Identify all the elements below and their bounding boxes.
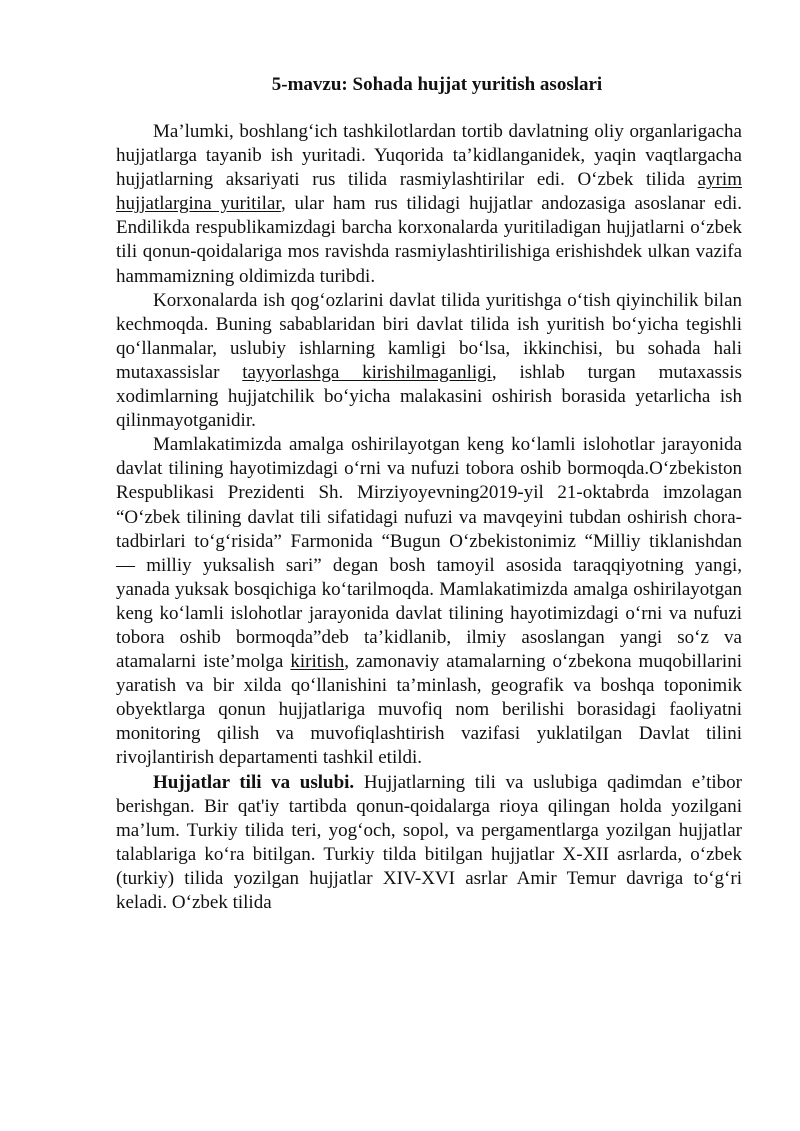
underlined-phrase-2: tayyorlashga kirishilmaganligi (242, 361, 492, 383)
document-title: 5-mavzu: Sohada hujjat yuritish asoslari (271, 74, 603, 95)
underlined-phrase-3: kiritish (290, 651, 345, 673)
paragraph-4-text-a: Hujjatlarning tili va uslubiga qadimdan e’tibor berishgan. Bir qat'iy tartibda qonun-qoidalarga rioya qilingan holda yozilgani ma’lum. Turkiy tilida teri, yog‘och, sopol, va pergamentlarga yozilgan hujjatlar talablariga ko‘ra bitilgan. Turkiy tilda bitilgan hujjatlar X-XII asrlarda, o‘zbek (turkiy) tilida yozilgan hujjatlar XIV-XVI asrlar Amir Temur davriga to‘g‘ri keladi. O‘zbek tilida (116, 771, 742, 913)
paragraph-1 (116, 120, 742, 289)
paragraph-2 (116, 289, 742, 434)
section-heading-inline: Hujjatlar tili va uslubi. (153, 771, 355, 793)
paragraph-1-text-a: Ma’lumki, boshlang‘ich tashkilotlardan tortib davlatning oliy organlarigacha hujjatlarga tayanib ish yuritadi. Yuqorida ta’kidlanganidek, yaqin vaqtlargacha hujjatlarning aksariyati rus tilida rasmiylashtirilar edi. O‘zbek tilida (116, 121, 742, 191)
paragraph-2-text-a: Korxonalarda ish qog‘ozlarini davlat tilida yuritishga o‘tish qiyinchilik bilan kechmoqda. Buning sabablaridan biri davlat tilida ish yuritish bo‘yicha tegishli qo‘llanmalar, uslubiy ishlarning kamligi bo‘lsa, ikkinchisi, bu sohada hali mutaxassislar (116, 289, 742, 383)
paragraph-4 (116, 771, 742, 916)
paragraph-2-text-b: , ishlab turgan mutaxassis xodimlarning hujjatchilik bo‘yicha malakasini oshirish borasida yetarlicha ish qilinmayotganidir. (116, 361, 742, 432)
paragraph-1-text-b: , ular ham rus tilidagi hujjatlar andozasiga asoslanar edi. Endilikda respublikamizdagi barcha korxonalarda yuritiladigan hujjatlarni o‘zbek tili qonun-qoidalariga mos ravishda rasmiylashtirilishiga erishishdek ulkan vazifa hammamizning oldimizda turibdi. (116, 193, 742, 287)
paragraph-3-text-b: , zamonaviy atamalarning o‘zbekona muqobillarini yaratish va bir xilda qo‘llanishini ta’minlash, geografik va boshqa toponimik obyektlarga qonun hujjatlariga muvofiq nom berilishi borasidagi faoliyatni monitoring qilish va muvofiqlashtirish vazifasi yuklatilgan Davlat tilini rivojlantirish departamenti tashkil etildi. (116, 651, 742, 769)
paragraph-3 (116, 433, 742, 770)
paragraph-3-text-a: Mamlakatimizda amalga oshirilayotgan keng ko‘lamli islohotlar jarayonida davlat tilining hayotimizdagi o‘rni va nufuzi tobora oshib bormoqda.O‘zbekiston Respublikasi Prezidenti Sh. Mirziyoyevning2019-yil 21-oktabrda imzolagan “O‘zbek tilining davlat tili sifatidagi nufuzi va mavqeyini tubdan oshirish chora-tadbirlari to‘g‘risida” Farmonida “Bugun O‘zbekistonimiz “Milliy tiklanishdan — milliy yuksalish sari” degan bosh tamoyil asosida taraqqiyotning yangi, yanada yuksak bosqichiga ko‘tarilmoqda. Mamlakatimizda amalga oshirilayotgan keng ko‘lamli islohotlar jarayonida davlat tilining hayotimizdagi o‘rni va nufuzi tobora oshib bormoqda”deb ta’kidlanib, ilmiy asoslangan yangi so‘z va atamalarni iste’molga (116, 434, 742, 673)
underlined-phrase-1: ayrim hujjatlargina yuritilar (116, 169, 742, 215)
